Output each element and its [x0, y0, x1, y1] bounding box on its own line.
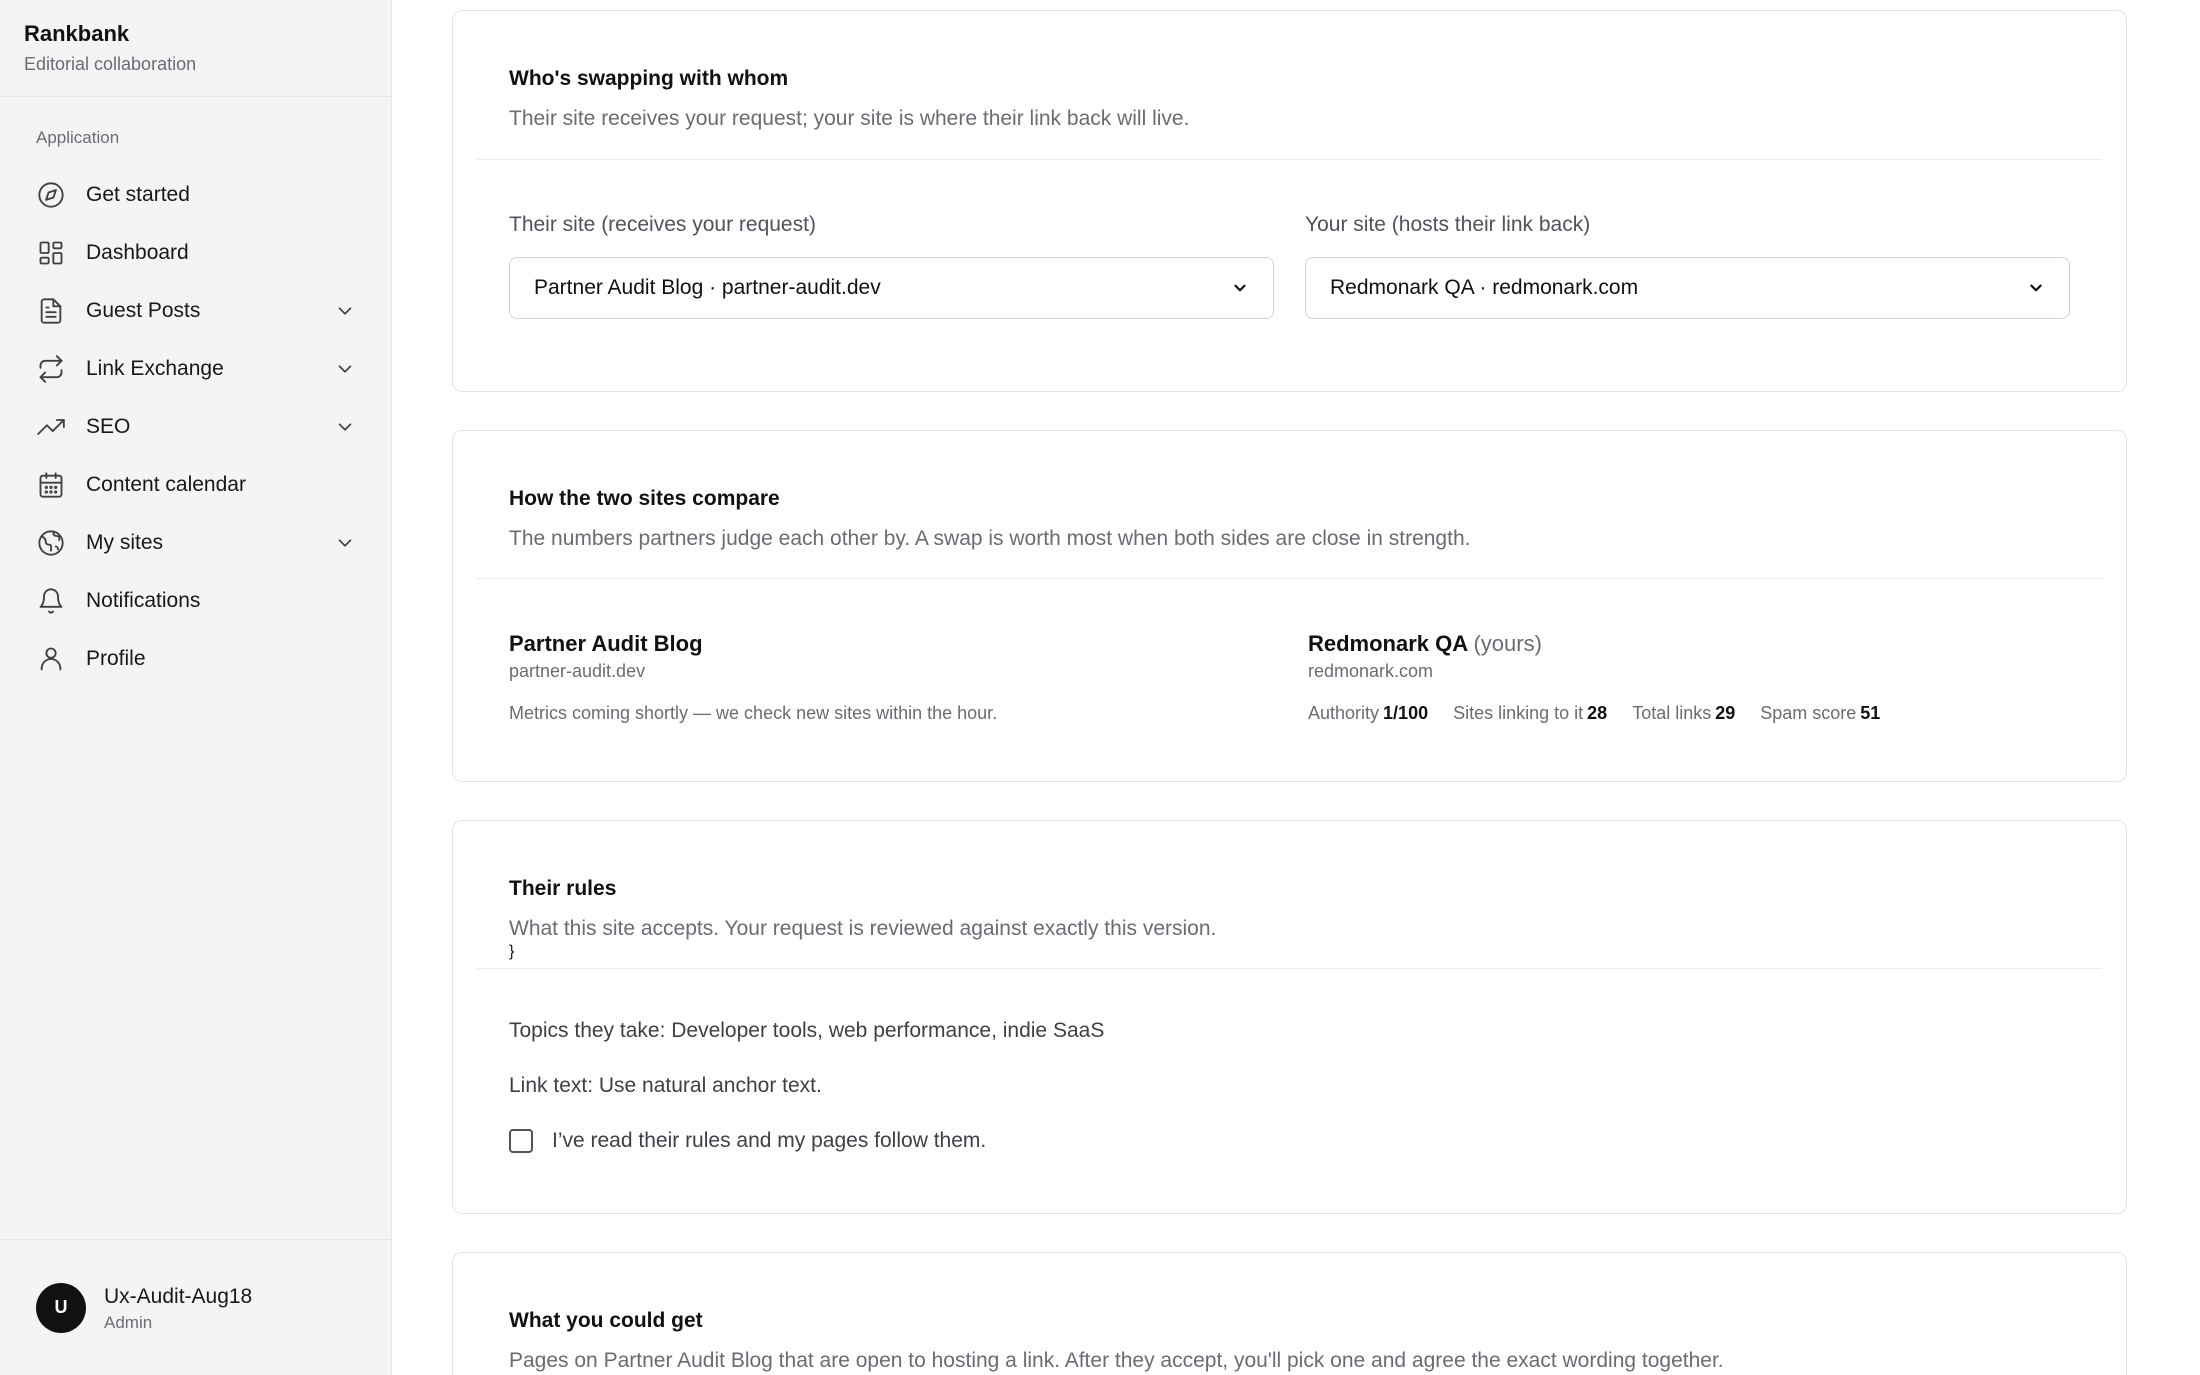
card-title: Who's swapping with whom	[509, 67, 789, 90]
offer-card	[452, 1252, 2127, 1375]
sidebar-item-label: SEO	[86, 415, 131, 438]
your-site-select[interactable]	[1305, 257, 2070, 319]
compare-card	[452, 430, 2127, 782]
their-site-select[interactable]	[509, 257, 1274, 319]
site-metrics	[1308, 703, 1880, 724]
sidebar-item-notifications[interactable]	[26, 572, 366, 630]
rules-confirm-row[interactable]	[509, 1129, 986, 1153]
chevron-down-icon	[334, 358, 356, 380]
divider	[477, 159, 2102, 160]
rule-topics: Topics they take: Developer tools, web performance, indie SaaS	[509, 1019, 1105, 1042]
dashboard-icon	[36, 238, 66, 268]
your-site-domain: redmonark.com	[1308, 661, 1434, 681]
bell-icon	[36, 586, 66, 616]
sidebar-item-content-calendar[interactable]	[26, 456, 366, 514]
sidebar-item-get-started[interactable]	[26, 166, 366, 224]
rules-card: Their rules What this site accepts. Your request is reviewed against exactly this version. } Topics they take: Developer tools, web performance, indie SaaS Link text: Use natural anchor text. I’ve read their rules and my pages follow them.	[452, 820, 2127, 1214]
yours-tag: (yours)	[1473, 631, 1542, 656]
their-site-label: Their site (receives your request)	[509, 213, 816, 236]
chevron-down-icon	[334, 532, 356, 554]
document-icon	[36, 296, 66, 326]
metrics-pending-note: Metrics coming shortly — we check new sites within the hour.	[509, 703, 998, 723]
trending-up-icon	[36, 412, 66, 442]
user-menu[interactable]	[0, 1239, 392, 1375]
sidebar-item-label: Dashboard	[86, 241, 189, 264]
card-description: What this site accepts. Your request is reviewed against exactly this version.	[509, 917, 1217, 940]
sidebar-item-profile[interactable]	[26, 630, 366, 688]
card-title: What you could get	[509, 1309, 703, 1332]
card-title: How the two sites compare	[509, 487, 780, 510]
sidebar-item-dashboard[interactable]	[26, 224, 366, 282]
metric-sites-linking: Sites linking to it 28	[1453, 703, 1608, 723]
sidebar-item-label: My sites	[86, 531, 164, 554]
divider	[477, 578, 2102, 579]
main-content	[392, 0, 2200, 1375]
chevron-down-icon	[2027, 279, 2045, 297]
divider	[477, 968, 2102, 969]
user-icon	[36, 644, 66, 674]
compass-icon	[36, 180, 66, 210]
sidebar-item-label: Guest Posts	[86, 299, 201, 322]
their-site-name: Partner Audit Blog	[509, 631, 703, 656]
sidebar-item-my-sites[interactable]	[26, 514, 366, 572]
brand-subtitle: Editorial collaboration	[24, 54, 197, 74]
sidebar-item-guest-posts[interactable]	[26, 282, 366, 340]
avatar: U	[36, 1283, 86, 1333]
card-description: Their site receives your request; your site is where their link back will live.	[509, 107, 1190, 130]
brand-name: Rankbank	[24, 21, 130, 46]
metric-total-links: Total links 29	[1632, 703, 1736, 723]
brand	[0, 0, 391, 97]
card-description: The numbers partners judge each other by. A swap is worth most when both sides are close in strength.	[509, 527, 1471, 550]
their-site-domain: partner-audit.dev	[509, 661, 646, 681]
user-role: Admin	[104, 1312, 153, 1332]
rules-confirm-checkbox[interactable]	[509, 1129, 533, 1153]
swap-card	[452, 10, 2127, 392]
sidebar-item-label: Content calendar	[86, 473, 246, 496]
metric-authority: Authority 1/100	[1308, 703, 1429, 723]
sidebar-item-label: Profile	[86, 647, 146, 670]
sidebar-item-label: Notifications	[86, 589, 201, 612]
sidebar	[0, 0, 392, 1375]
chevron-down-icon	[334, 416, 356, 438]
sidebar-item-seo[interactable]	[26, 398, 366, 456]
sidebar-item-link-exchange[interactable]	[26, 340, 366, 398]
their-site-value: Partner Audit Blog · partner-audit.dev	[534, 276, 881, 299]
your-site-heading	[1308, 631, 1542, 657]
your-site-label: Your site (hosts their link back)	[1305, 213, 1591, 236]
card-title: Their rules	[509, 877, 617, 900]
chevron-down-icon	[1231, 279, 1249, 297]
globe-icon	[36, 528, 66, 558]
user-name: Ux-Audit-Aug18	[104, 1284, 253, 1308]
chevron-down-icon	[334, 300, 356, 322]
user-info	[104, 1283, 252, 1333]
rule-link-text: Link text: Use natural anchor text.	[509, 1074, 822, 1097]
metric-spam-score: Spam score 51	[1760, 703, 1881, 723]
sidebar-item-label: Link Exchange	[86, 357, 224, 380]
calendar-icon	[36, 470, 66, 500]
rules-confirm-label: I’ve read their rules and my pages follow them.	[552, 1129, 987, 1152]
your-site-value: Redmonark QA · redmonark.com	[1330, 276, 1639, 299]
scrollbar[interactable]	[2190, 0, 2200, 1375]
sidebar-item-label: Get started	[86, 183, 190, 206]
card-description: Pages on Partner Audit Blog that are open to hosting a link. After they accept, you'll pick one and agree the exact wording together.	[509, 1349, 1724, 1372]
your-site-name: Redmonark QA	[1308, 631, 1468, 656]
nav-group-label: Application	[36, 128, 120, 147]
sidebar-nav	[26, 166, 366, 688]
repeat-icon	[36, 354, 66, 384]
